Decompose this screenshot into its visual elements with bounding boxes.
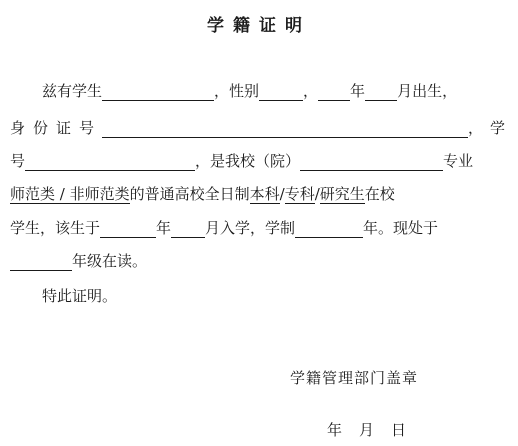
gender-blank[interactable] [259, 83, 303, 101]
office-seal-label: 学籍管理部门盖章 [290, 369, 419, 387]
comma: ， [468, 119, 484, 137]
id-number-blank[interactable] [102, 120, 468, 138]
enroll-year-blank[interactable] [100, 220, 156, 238]
slash: / [314, 185, 320, 203]
student-name-blank[interactable] [102, 83, 214, 101]
paragraph-line-6 [10, 250, 147, 271]
paragraph-line-2 [10, 117, 483, 138]
current-label: 年。现处于 [363, 219, 439, 237]
document-title: 学籍证明 [207, 16, 311, 36]
major-label: 专业 [443, 152, 474, 170]
birth-label: 月出生， [397, 82, 458, 100]
birth-month-blank[interactable] [365, 83, 397, 101]
slash: / [279, 185, 285, 203]
normal-type-option[interactable]: 师范类 / 非师范类 [10, 185, 130, 203]
program-length-blank[interactable] [295, 220, 363, 238]
student-no-label-part1: 学 [490, 119, 506, 137]
junior-college-option[interactable]: 专科 [284, 185, 315, 203]
student-label: 兹有学生 [42, 82, 103, 100]
id-number-label: 身份证号 [10, 119, 103, 137]
enroll-month-blank[interactable] [171, 220, 205, 238]
paragraph-line-5 [10, 217, 438, 238]
major-blank[interactable] [300, 153, 443, 171]
comma: ， [303, 82, 319, 100]
gender-label: ，性别 [214, 82, 260, 100]
graduate-option[interactable]: 研究生 [319, 185, 365, 203]
paragraph-line-4 [10, 183, 395, 204]
paragraph-line-3 [10, 150, 473, 171]
school-type-label: 的普通高校全日制 [129, 185, 250, 203]
undergrad-option[interactable]: 本科 [249, 185, 280, 203]
paragraph-line-1 [42, 80, 457, 101]
enroll-intro-label: 学生，该生于 [10, 219, 101, 237]
year-label: 年 [156, 219, 172, 237]
birth-year-blank[interactable] [318, 83, 350, 101]
grade-label: 年级在读。 [72, 252, 148, 270]
grade-blank[interactable] [10, 253, 72, 271]
student-no-label-part2: 号 [10, 152, 26, 170]
enrolled-label: 在校 [364, 185, 395, 203]
enroll-label: 月入学，学制 [205, 219, 296, 237]
date-line: 年 月 日 [327, 421, 408, 439]
closing-statement: 特此证明。 [42, 287, 118, 305]
school-label: ，是我校（院） [195, 152, 301, 170]
student-no-blank[interactable] [25, 153, 195, 171]
year-label: 年 [350, 82, 366, 100]
